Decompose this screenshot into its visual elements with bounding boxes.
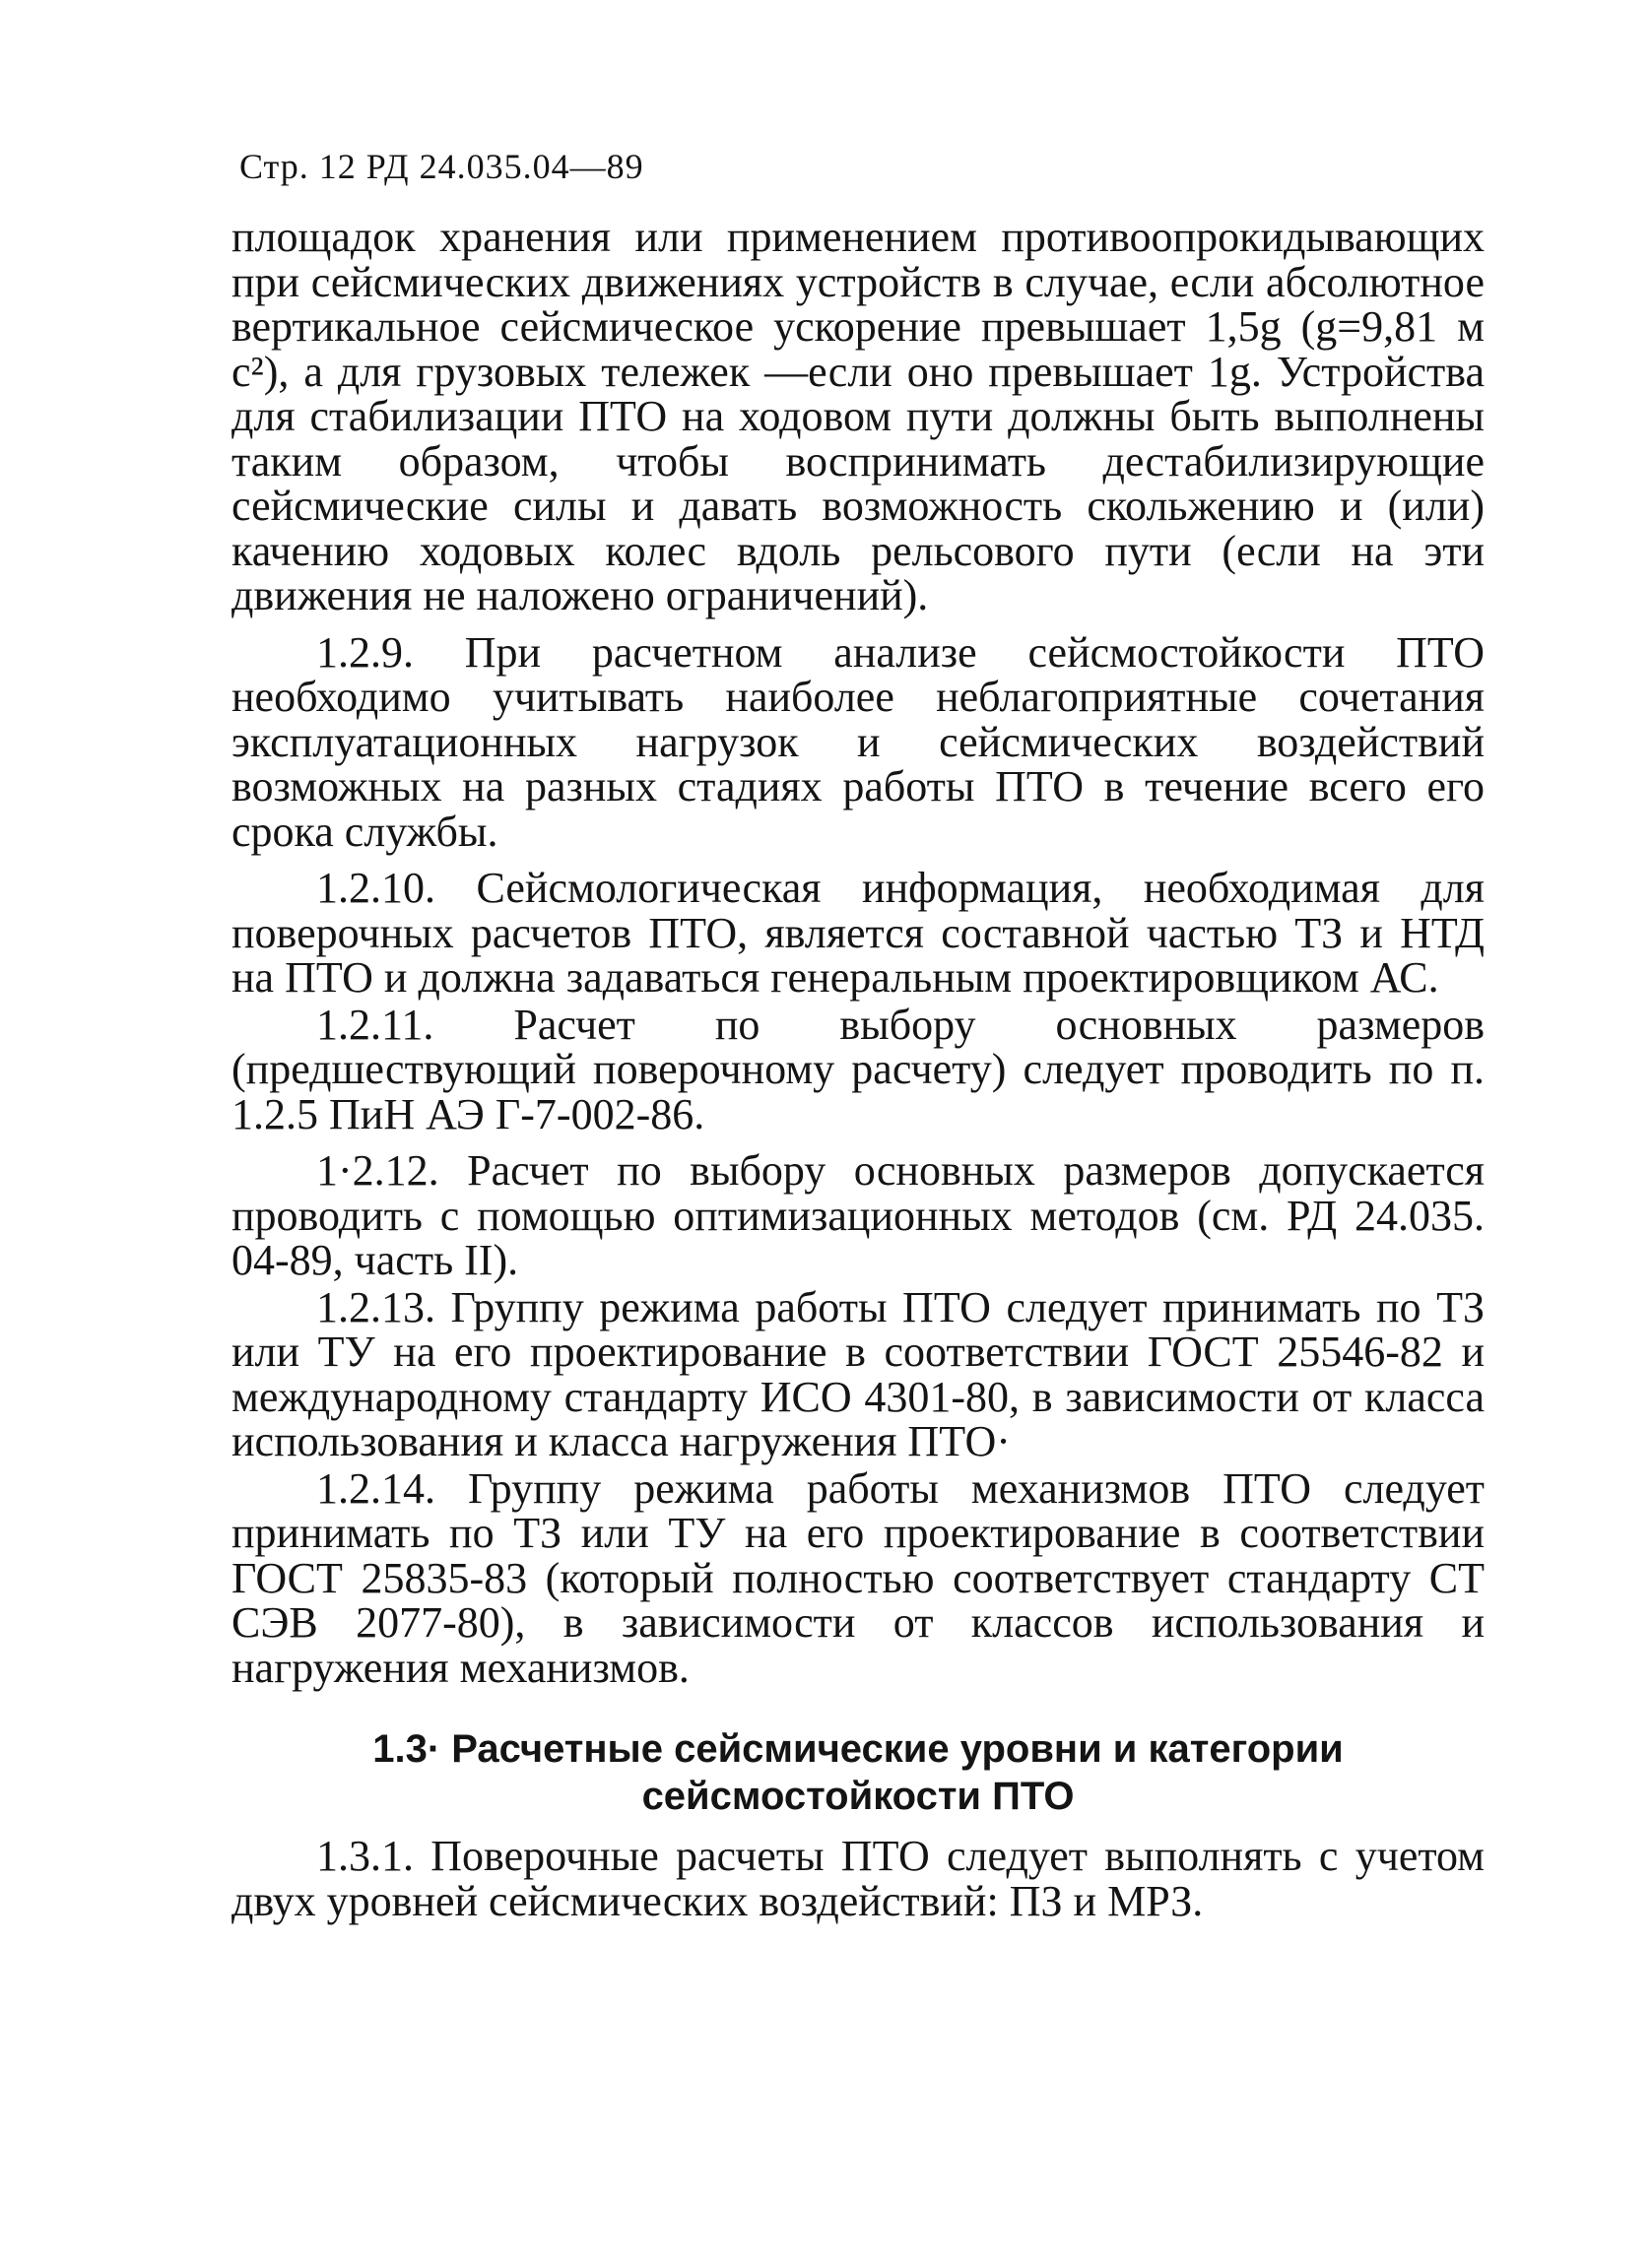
section-heading-1-3 <box>231 1725 1485 1820</box>
running-head: Стр. 12 РД 24.035.04—89 <box>239 147 644 186</box>
paragraph-1-2-12: 1·2.12. Расчет по выбору основных размеров допускается проводить с помощью оптимизационных методов (см. РД 24.035. 04-89, часть II). <box>231 1146 1485 1284</box>
paragraph-1-2-13: 1.2.13. Группу режима работы ПТО следует принимать по ТЗ или ТУ на его проектирование в соответствии ГОСТ 25546-82 и международному стандарту ИСО 4301-80, в зависимости от класса использования и класса нагружения ПТО· <box>231 1282 1485 1465</box>
paragraph-1-2-10: 1.2.10. Сейсмологическая информация, необходимая для поверочных расчетов ПТО, является составной частью ТЗ и НТД на ПТО и должна задаваться генеральным проектировщиком АС. <box>231 864 1485 1002</box>
section-heading-line-2: сейсмостойкости ПТО <box>641 1775 1075 1818</box>
body-text <box>231 215 1485 1923</box>
paragraph-1-3-1: 1.3.1. Поверочные расчеты ПТО следует выполнять с учетом двух уровней сейсмических воздействий: ПЗ и МРЗ. <box>231 1832 1485 1925</box>
paragraph-1-2-14: 1.2.14. Группу режима работы механизмов ПТО следует принимать по ТЗ или ТУ на его проектирование в соответствии ГОСТ 25835-83 (который полностью соответствует стандарту СТ СЭВ 2077-80), в зависимости от классов использования и нагружения механизмов. <box>231 1463 1485 1692</box>
section-heading-line-1: 1.3· Расчетные сейсмические уровни и категории <box>372 1727 1344 1771</box>
paragraph-1-2-9: 1.2.9. При расчетном анализе сейсмостойкости ПТО необходимо учитывать наиболее неблагоприятные сочетания эксплуатационных нагрузок и сейсмических воздействий возможных на разных стадиях работы ПТО в течение всего его срока службы. <box>231 627 1485 856</box>
paragraph-continuation: площадок хранения или применением противоопрокидывающих при сейсмических движениях устройств в случае, если абсолютное вертикальное сейсмическое ускорение превышает 1,5g (g=9,81 м с²), а для грузовых тележек —если оно превышает 1g. Устройства для стабилизации ПТО на ходовом пути должны быть выполнены таким образом, чтобы воспринимать дестабилизирующие сейсмические силы и давать возможность скольжению и (или) качению ходовых колес вдоль рельсового пути (если на эти движения не наложено ограничений). <box>231 213 1485 619</box>
paragraph-1-2-11: 1.2.11. Расчет по выбору основных размеров (предшествующий поверочному расчету) следует проводить по п. 1.2.5 ПиН АЭ Г-7-002-86. <box>231 1000 1485 1138</box>
